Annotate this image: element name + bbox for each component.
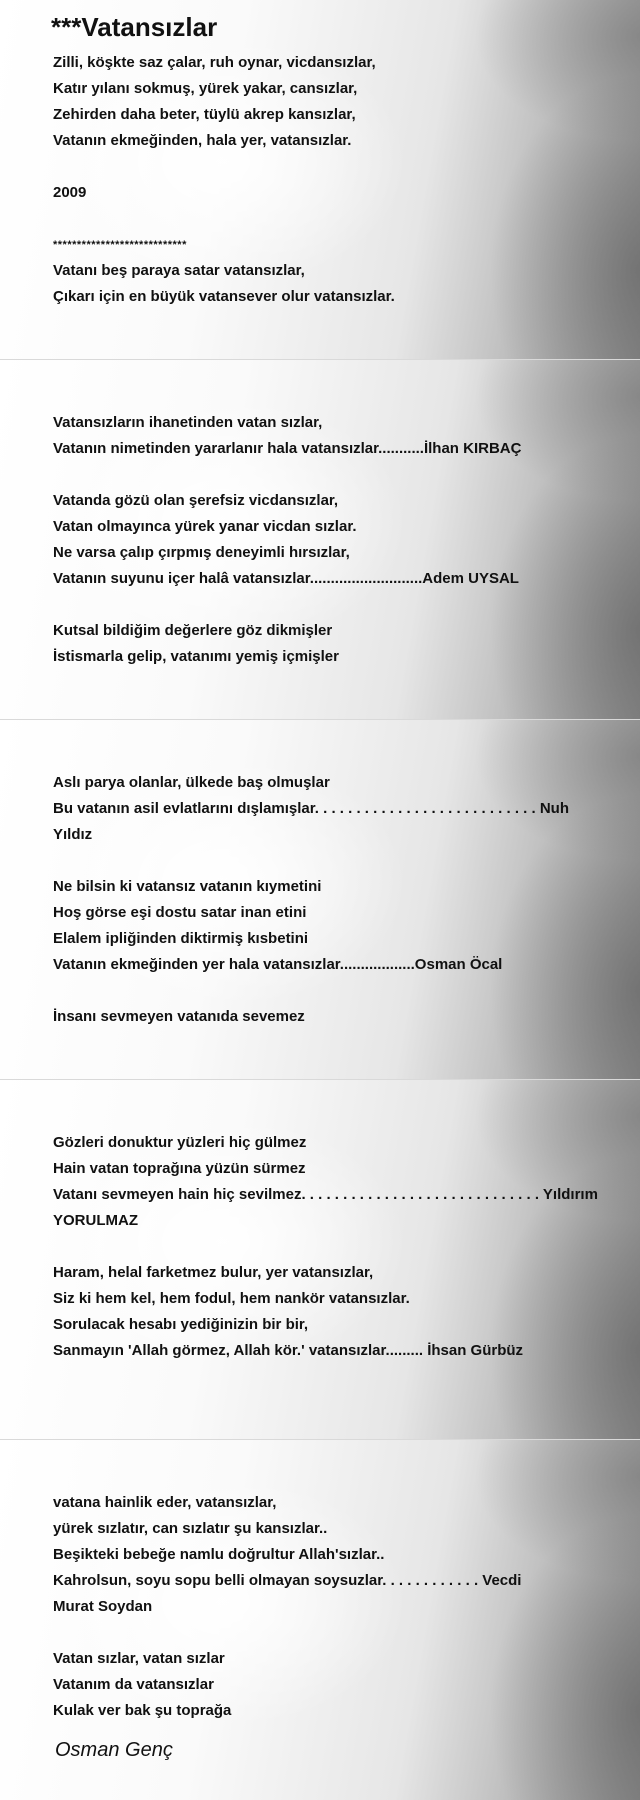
poem-line-attributed: Sanmayın 'Allah görmez, Allah kör.' vatansızlar......... İhsan Gürbüz bbox=[53, 1342, 524, 1359]
poem-line: Çıkarı için en büyük vatansever olur vatansızlar. bbox=[53, 288, 395, 305]
poem-author: Murat Soydan bbox=[53, 1598, 153, 1615]
poem-lines-1 bbox=[53, 50, 610, 310]
poem-line: vatana hainlik eder, vatansızlar, bbox=[53, 1494, 277, 1511]
poem-line: Vatanda gözü olan şerefsiz vicdansızlar, bbox=[53, 492, 339, 509]
poem-line: Hain vatan toprağına yüzün sürmez bbox=[53, 1160, 306, 1177]
poem-line: Zilli, köşkte saz çalar, ruh oynar, vicdansızlar, bbox=[53, 54, 376, 71]
stanza-gap bbox=[53, 154, 610, 180]
stanza-gap bbox=[53, 206, 610, 232]
star-divider: **************************** bbox=[53, 239, 187, 251]
poem-line: Vatansızların ihanetinden vatan sızlar, bbox=[53, 414, 323, 431]
poem-line: Kutsal bildiğim değerlere göz dikmişler bbox=[53, 622, 333, 639]
poem-line: Gözleri donuktur yüzleri hiç gülmez bbox=[53, 1134, 307, 1151]
poem-line: Katır yılanı sokmuş, yürek yakar, cansızlar, bbox=[53, 80, 358, 97]
poem-line-attributed: Vatanın nimetinden yararlanır hala vatansızlar...........İlhan KIRBAÇ bbox=[53, 440, 522, 457]
poem-line: Hoş görse eşi dostu satar inan etini bbox=[53, 904, 307, 921]
poem-line: Zehirden daha beter, tüylü akrep kansızlar, bbox=[53, 106, 356, 123]
poem-author: YORULMAZ bbox=[53, 1212, 138, 1229]
stanza-gap bbox=[53, 978, 610, 1004]
poem-line: Kulak ver bak şu toprağa bbox=[53, 1702, 232, 1719]
poem-line: Vatan olmayınca yürek yanar vicdan sızlar. bbox=[53, 518, 357, 535]
poem-line-attributed: Vatanı sevmeyen hain hiç sevilmez. . . . . . . . . . . . . . . . . . . . . . . . . . . . . Yıldırım bbox=[53, 1186, 598, 1203]
poem-lines-2 bbox=[53, 410, 610, 670]
stanza-gap bbox=[53, 1234, 610, 1260]
poem-line-attributed: Vatanın suyunu içer halâ vatansızlar...........................Adem UYSAL bbox=[53, 570, 519, 587]
stanza-gap bbox=[53, 1620, 610, 1646]
poem-line: İnsanı sevmeyen vatanıda sevemez bbox=[53, 1008, 305, 1025]
poem-year: 2009 bbox=[53, 184, 87, 201]
poem-author: Yıldız bbox=[53, 826, 93, 843]
poem-line: İstismarla gelip, vatanımı yemiş içmişler bbox=[53, 648, 339, 665]
poem-lines-3 bbox=[53, 770, 610, 1030]
poem-line: Haram, helal farketmez bulur, yer vatansızlar, bbox=[53, 1264, 374, 1281]
stanza-gap bbox=[53, 592, 610, 618]
signature: Osman Genç bbox=[55, 1739, 173, 1761]
poem-lines-5 bbox=[53, 1490, 610, 1724]
poem-line: Elalem ipliğinden diktirmiş kısbetini bbox=[53, 930, 309, 947]
poem-line: Vatanı beş paraya satar vatansızlar, bbox=[53, 262, 305, 279]
poem-panel-2 bbox=[0, 360, 640, 720]
poem-line: Ne varsa çalıp çırpmış deneyimli hırsızlar, bbox=[53, 544, 350, 561]
poem-title: ***Vatansızlar bbox=[51, 12, 218, 42]
poem-line: yürek sızlatır, can sızlatır şu kansızlar.. bbox=[53, 1520, 328, 1537]
poem-line: Beşikteki bebeğe namlu doğrultur Allah'sızlar.. bbox=[53, 1546, 385, 1563]
poem-line: Siz ki hem kel, hem fodul, hem nankör vatansızlar. bbox=[53, 1290, 410, 1307]
poem-panel-4 bbox=[0, 1080, 640, 1440]
poem-panel-3 bbox=[0, 720, 640, 1080]
poem-line: Sorulacak hesabı yediğinizin bir bir, bbox=[53, 1316, 309, 1333]
poem-panel-1 bbox=[0, 0, 640, 360]
poem-line: Vatanın ekmeğinden, hala yer, vatansızlar. bbox=[53, 132, 352, 149]
poem-line: Vatan sızlar, vatan sızlar bbox=[53, 1650, 225, 1667]
poem-line: Aslı parya olanlar, ülkede baş olmuşlar bbox=[53, 774, 330, 791]
stanza-gap bbox=[53, 848, 610, 874]
poem-line-attributed: Kahrolsun, soyu sopu belli olmayan soysuzlar. . . . . . . . . . . . Vecdi bbox=[53, 1572, 522, 1589]
poem-line: Vatanım da vatansızlar bbox=[53, 1676, 214, 1693]
stanza-gap bbox=[53, 462, 610, 488]
poem-lines-4 bbox=[53, 1130, 610, 1364]
poem-line-attributed: Bu vatanın asil evlatlarını dışlamışlar. . . . . . . . . . . . . . . . . . . . . . . . . . . Nuh bbox=[53, 800, 569, 817]
poem-line-attributed: Vatanın ekmeğinden yer hala vatansızlar..................Osman Öcal bbox=[53, 956, 503, 973]
poem-panel-5 bbox=[0, 1440, 640, 1800]
poem-line: Ne bilsin ki vatansız vatanın kıymetini bbox=[53, 878, 322, 895]
